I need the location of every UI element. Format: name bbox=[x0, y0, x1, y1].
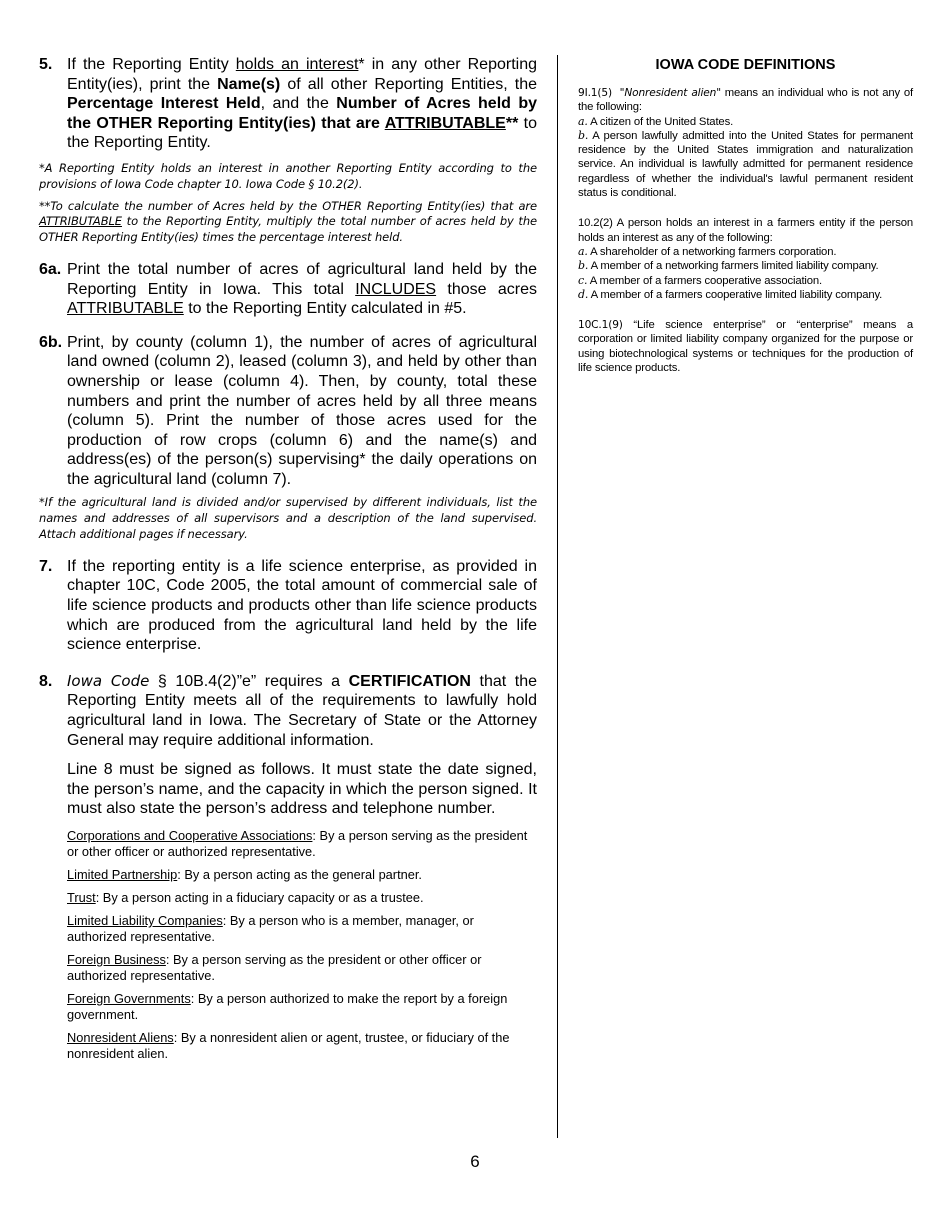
signer-trust: Trust: By a person acting in a fiduciary capacity or as a trustee. bbox=[67, 890, 424, 905]
definition-life-science-enterprise: 10C.1(9) “Life science enterprise” or “enterprise” means a corporation or limited liability company organized for the purpose or using biotechnological systems or techniques for the production of life science products. bbox=[578, 319, 913, 375]
signer-limited-partnership: Limited Partnership: By a person acting as the general partner. bbox=[67, 867, 422, 882]
instruction-6a: 6a. Print the total number of acres of agricultural land held by the Reporting Entity in Iowa. This total INCLUDES those acres ATTRIBUTABLE to the Reporting Entity calculated in #5. bbox=[39, 260, 537, 318]
definition-list-item: c. A member of a farmers cooperative association. bbox=[578, 273, 823, 287]
instruction-8: 8. Iowa Code § 10B.4(2)”e” requires a CERTIFICATION that the Reporting Entity meets all of the requirements to lawfully hold agricultural land in Iowa. The Secretary of State or the Attorney General may require additional information. bbox=[39, 671, 538, 749]
signer-foreign-governments: Foreign Governments: By a person authorized to make the report by a foreign government. bbox=[67, 991, 508, 1022]
definition-list-item: a. A shareholder of a networking farmers corporation. bbox=[578, 244, 837, 258]
definition-list-item: a. A citizen of the United States. bbox=[578, 114, 734, 128]
item-number: 5. bbox=[39, 56, 53, 73]
instruction-7: 7. If the reporting entity is a life science enterprise, as provided in chapter 10C, Code 2005, the total amount of commercial sale of life science products and products other than life science products which are produced from the agricultural land held by the life science enterprise. bbox=[39, 557, 537, 654]
instruction-5: 5. If the Reporting Entity holds an interest* in any other Reporting Entity(ies), print the Name(s) of all other Reporting Entities, the Percentage Interest Held, and the Number of Acres held by the OTHER Reporting Entity(ies) that are ATTRIBUTABLE** to the Reporting Entity. bbox=[39, 56, 538, 152]
signing-requirements: Line 8 must be signed as follows. It must state the date signed, the person’s name, and the capacity in which the person signed. It must also state the person’s address and telephone number. bbox=[67, 761, 537, 818]
instructions-column bbox=[39, 55, 537, 1062]
footnote-5b: **To calculate the number of Acres held by the OTHER Reporting Entity(ies) that are ATTRIBUTABLE to the Reporting Entity, multiply the total number of acres held by the OTHER Reporting Entity(ies) times the percentage interest held. bbox=[39, 198, 537, 245]
signer-corporations: Corporations and Cooperative Associations: By a person serving as the president or other officer or authorized representative. bbox=[67, 828, 528, 859]
signer-foreign-business: Foreign Business: By a person serving as the president or other officer or authorized representative. bbox=[67, 952, 482, 983]
definitions-column bbox=[578, 55, 913, 391]
signer-llc: Limited Liability Companies: By a person who is a member, manager, or authorized representative. bbox=[67, 913, 474, 944]
item-number: 7. bbox=[39, 557, 53, 575]
signer-nonresident-aliens: Nonresident Aliens: By a nonresident alien or agent, trustee, or fiduciary of the nonresident alien. bbox=[67, 1030, 510, 1061]
item-number: 8. bbox=[39, 672, 53, 690]
footnote-6b: *If the agricultural land is divided and/or supervised by different individuals, list the names and addresses of all supervisors and a description of the land supervised. Attach additional pages if necessary. bbox=[39, 495, 537, 542]
column-divider bbox=[557, 55, 558, 1138]
definitions-heading: IOWA CODE DEFINITIONS bbox=[655, 57, 836, 73]
page-number: 6 bbox=[470, 1152, 480, 1171]
item-number: 6a. bbox=[39, 260, 62, 278]
definition-holds-interest: 10.2(2) A person holds an interest in a farmers entity if the person holds an interest as any of the following: a. A shareholder of a networking farmers corporation. b. A member of a networking farmers limited liability company. c. A member of a farmers cooperative association. d. A member of a farmers cooperative limited liability company. bbox=[578, 217, 913, 301]
item-number: 6b. bbox=[39, 333, 63, 351]
definition-list-item: d. A member of a farmers cooperative limited liability company. bbox=[578, 287, 883, 301]
footnote-5a: *A Reporting Entity holds an interest in another Reporting Entity according to the provisions of Iowa Code chapter 10. Iowa Code § 10.2(2). bbox=[39, 160, 537, 191]
definition-list-item: b. A person lawfully admitted into the United States for permanent residence by the United States immigration and naturalization service. An individual is lawfully admitted for permanent residence regardless of whether the individual's lawful permanent resident status is conditional. bbox=[578, 128, 913, 200]
definition-nonresident-alien: 9I.1(5) "Nonresident alien" means an individual who is not any of the following: a. A citizen of the United States. b. A person lawfully admitted into the United States for permanent residence by the United States immigration and naturalization service. An individual is lawfully admitted for permanent residence regardless of whether the individual's lawful permanent resident status is conditional. bbox=[578, 87, 913, 200]
instruction-6b: 6b. Print, by county (column 1), the number of acres of agricultural land owned (column 2), leased (column 3), and held by other than ownership or lease (column 4). Then, by county, total these numbers and print the number of acres held by all three means (column 5). Print the number of those acres used for the production of row crops (column 6) and the name(s) and address(es) of the person(s) supervising* the daily operations on the agricultural land (column 7). bbox=[39, 333, 537, 488]
definition-list-item: b. A member of a networking farmers limited liability company. bbox=[578, 259, 879, 273]
